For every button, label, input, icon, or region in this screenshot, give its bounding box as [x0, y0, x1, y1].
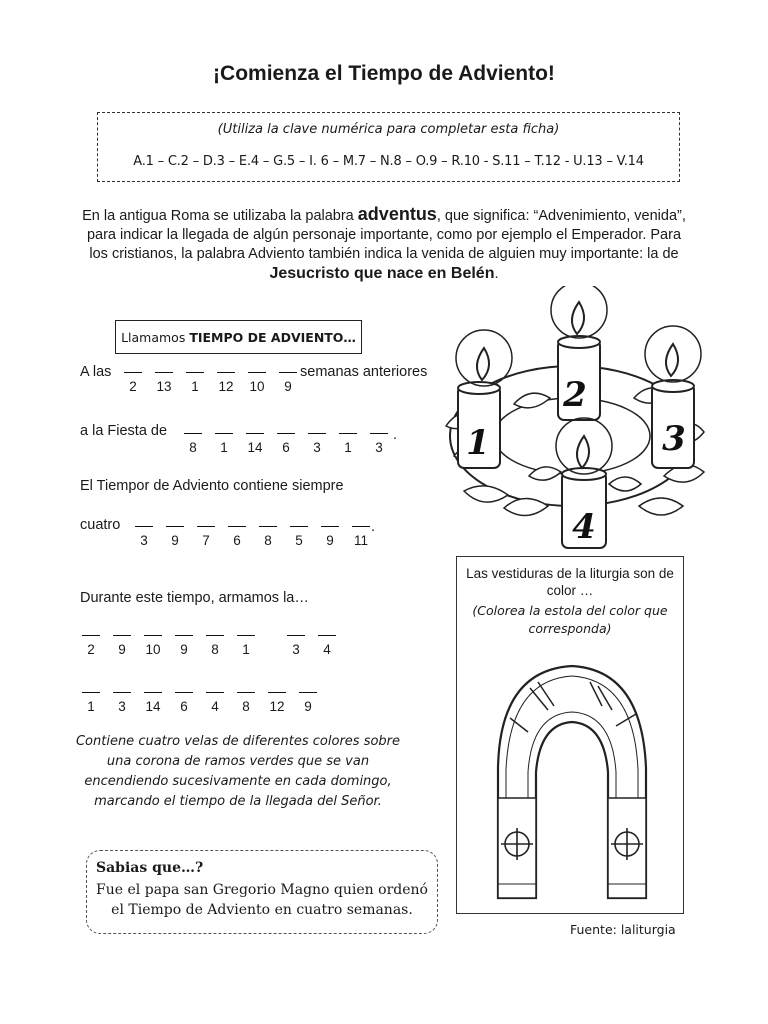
blank-number: 9: [118, 642, 126, 657]
blank-number: 6: [180, 699, 188, 714]
answer-blank[interactable]: [133, 526, 155, 548]
blank-line: [228, 526, 246, 530]
answer-blank[interactable]: [285, 635, 307, 657]
line5-text: Durante este tiempo, armamos la…: [80, 590, 309, 606]
blank-line: [321, 526, 339, 530]
answer-blank[interactable]: [277, 372, 299, 394]
blank-number: 10: [145, 642, 161, 657]
blank-line: [279, 372, 297, 376]
answer-blank[interactable]: [142, 635, 164, 657]
candle-2: [551, 286, 607, 420]
answer-blank[interactable]: [204, 692, 226, 714]
blank-line: [82, 692, 100, 696]
answer-word-b: [285, 635, 338, 657]
answer-blank[interactable]: [111, 635, 133, 657]
answer-blank[interactable]: [122, 372, 144, 394]
blank-line: [299, 692, 317, 696]
blank-number: 1: [220, 440, 228, 455]
sabias-body: Fue el papa san Gregorio Magno quien ordenó el Tiempo de Adviento en cuatro semanas.: [96, 882, 428, 918]
answer-word-2: [182, 433, 390, 455]
answer-blank[interactable]: [316, 635, 338, 657]
blank-number: 14: [247, 440, 263, 455]
key-codes: A.1 – C.2 – D.3 – E.4 – G.5 – I. 6 – M.7 – N.8 – O.9 – R.10 - S.11 – T.12 - U.13 – V.14: [133, 154, 644, 169]
blank-number: 10: [249, 379, 265, 394]
answer-blank[interactable]: [80, 635, 102, 657]
candle-4-number: 4: [572, 507, 596, 547]
blank-number: 4: [323, 642, 331, 657]
answer-blank[interactable]: [164, 526, 186, 548]
candle-3: [645, 326, 701, 468]
blank-number: 9: [171, 533, 179, 548]
answer-word-c: [80, 692, 319, 714]
answer-blank[interactable]: [153, 372, 175, 394]
answer-word-a: [80, 635, 257, 657]
blank-number: 6: [233, 533, 241, 548]
intro-text-1: En la antigua Roma se utilizaba la palabra: [82, 208, 354, 224]
answer-blank[interactable]: [368, 433, 390, 455]
blank-number: 2: [129, 379, 137, 394]
blank-line: [352, 526, 370, 530]
blank-number: 8: [242, 699, 250, 714]
answer-blank[interactable]: [226, 526, 248, 548]
blank-line: [370, 433, 388, 437]
blank-number: 8: [211, 642, 219, 657]
blank-number: 9: [326, 533, 334, 548]
answer-blank[interactable]: [275, 433, 297, 455]
answer-blank[interactable]: [244, 433, 266, 455]
blank-number: 9: [180, 642, 188, 657]
stole-heading: Las vestiduras de la liturgia son de color …: [466, 566, 674, 598]
answer-blank[interactable]: [195, 526, 217, 548]
answer-blank[interactable]: [306, 433, 328, 455]
blank-number: 3: [140, 533, 148, 548]
blank-line: [290, 526, 308, 530]
blank-line: [339, 433, 357, 437]
blank-line: [217, 372, 235, 376]
blank-number: 11: [353, 533, 368, 548]
blank-line: [135, 526, 153, 530]
line1-after: semanas anteriores: [300, 364, 428, 380]
candle-3-number: 3: [662, 419, 686, 459]
blank-line: [124, 372, 142, 376]
answer-blank[interactable]: [246, 372, 268, 394]
line3-text: El Tiempor de Adviento contiene siempre: [80, 478, 344, 494]
callout-bold: TIEMPO DE ADVIENTO…: [189, 329, 356, 345]
answer-blank[interactable]: [297, 692, 319, 714]
callout-box: [115, 320, 362, 354]
blank-line: [175, 635, 193, 639]
candle-4: [556, 418, 612, 548]
answer-blank[interactable]: [80, 692, 102, 714]
blank-number: 13: [156, 379, 172, 394]
intro-bold-end: Jesucristo que nace en Belén: [269, 265, 495, 282]
answer-blank[interactable]: [182, 433, 204, 455]
blank-line: [186, 372, 204, 376]
answer-blank[interactable]: [215, 372, 237, 394]
blank-line: [175, 692, 193, 696]
blank-number: 3: [118, 699, 126, 714]
blank-number: 8: [189, 440, 197, 455]
answer-blank[interactable]: [173, 635, 195, 657]
callout-prefix: Llamamos: [121, 329, 186, 345]
blank-line: [197, 526, 215, 530]
answer-blank[interactable]: [350, 526, 372, 548]
blank-line: [144, 635, 162, 639]
blank-number: 3: [313, 440, 321, 455]
intro-paragraph: [80, 205, 688, 284]
blank-line: [318, 635, 336, 639]
sabias-heading: Sabias que…?: [96, 860, 204, 876]
answer-blank[interactable]: [319, 526, 341, 548]
answer-blank[interactable]: [204, 635, 226, 657]
blank-line: [113, 692, 131, 696]
blank-number: 3: [292, 642, 300, 657]
answer-blank[interactable]: [235, 692, 257, 714]
answer-blank[interactable]: [288, 526, 310, 548]
answer-blank[interactable]: [337, 433, 359, 455]
stole-instruction: (Colorea la estola del color que corresponda): [472, 603, 668, 636]
blank-line: [206, 692, 224, 696]
blank-line: [268, 692, 286, 696]
line4-end: .: [371, 519, 376, 535]
blank-number: 9: [304, 699, 312, 714]
blank-number: 14: [145, 699, 161, 714]
blank-line: [82, 635, 100, 639]
blank-line: [166, 526, 184, 530]
blank-line: [308, 433, 326, 437]
blank-number: 2: [87, 642, 95, 657]
blank-line: [113, 635, 131, 639]
advent-wreath-illustration: [434, 286, 708, 550]
blank-line: [215, 433, 233, 437]
blank-number: 12: [218, 379, 234, 394]
blank-number: 4: [211, 699, 219, 714]
blank-line: [237, 635, 255, 639]
blank-line: [184, 433, 202, 437]
candle-2-number: 2: [563, 375, 587, 415]
blank-line: [237, 692, 255, 696]
blank-number: 6: [282, 440, 290, 455]
blank-number: 9: [284, 379, 292, 394]
answer-blank[interactable]: [184, 372, 206, 394]
blank-number: 1: [191, 379, 199, 394]
blank-number: 1: [87, 699, 95, 714]
blank-number: 12: [269, 699, 285, 714]
blank-line: [144, 692, 162, 696]
blank-line: [248, 372, 266, 376]
answer-blank[interactable]: [111, 692, 133, 714]
line2-end: .: [393, 427, 398, 443]
blank-number: 5: [295, 533, 303, 548]
candle-description: Contiene cuatro velas de diferentes colores sobre una corona de ramos verdes que se van encendiendo sucesivamente en cada domingo, marcando el tiempo de la llegada del Señor.: [75, 734, 401, 809]
answer-blank[interactable]: [235, 635, 257, 657]
blank-line: [206, 635, 224, 639]
page-title: ¡Comienza el Tiempo de Adviento!: [213, 62, 555, 85]
key-instruction: (Utiliza la clave numérica para completar esta ficha): [217, 122, 560, 137]
answer-blank[interactable]: [213, 433, 235, 455]
intro-period: .: [494, 266, 499, 282]
source-credit: Fuente: laliturgia: [570, 922, 676, 937]
line2-before: a la Fiesta de: [80, 423, 168, 439]
answer-blank[interactable]: [173, 692, 195, 714]
candle-1: [456, 330, 512, 468]
answer-word-1: [122, 372, 299, 394]
blank-number: 8: [264, 533, 272, 548]
answer-blank[interactable]: [257, 526, 279, 548]
blank-number: 3: [375, 440, 383, 455]
intro-text-2: , que significa: “Advenimiento, venida”, para indicar la llegada de algún personaje importante, como por ejemplo el Emperador. Para los cristianos, la palabra Adviento también indica la venida de alguien muy importante: la de: [86, 208, 686, 262]
answer-blank[interactable]: [266, 692, 288, 714]
stole-illustration: [470, 648, 670, 910]
blank-number: 1: [344, 440, 352, 455]
line4-before: cuatro: [80, 517, 121, 533]
blank-line: [246, 433, 264, 437]
blank-line: [277, 433, 295, 437]
answer-blank[interactable]: [142, 692, 164, 714]
blank-line: [287, 635, 305, 639]
blank-line: [259, 526, 277, 530]
line1-before: A las: [80, 364, 112, 380]
blank-number: 1: [242, 642, 250, 657]
intro-keyword: adventus: [357, 204, 437, 224]
candle-1-number: 1: [466, 423, 490, 463]
blank-number: 7: [202, 533, 210, 548]
blank-line: [155, 372, 173, 376]
answer-word-4: [133, 526, 372, 548]
